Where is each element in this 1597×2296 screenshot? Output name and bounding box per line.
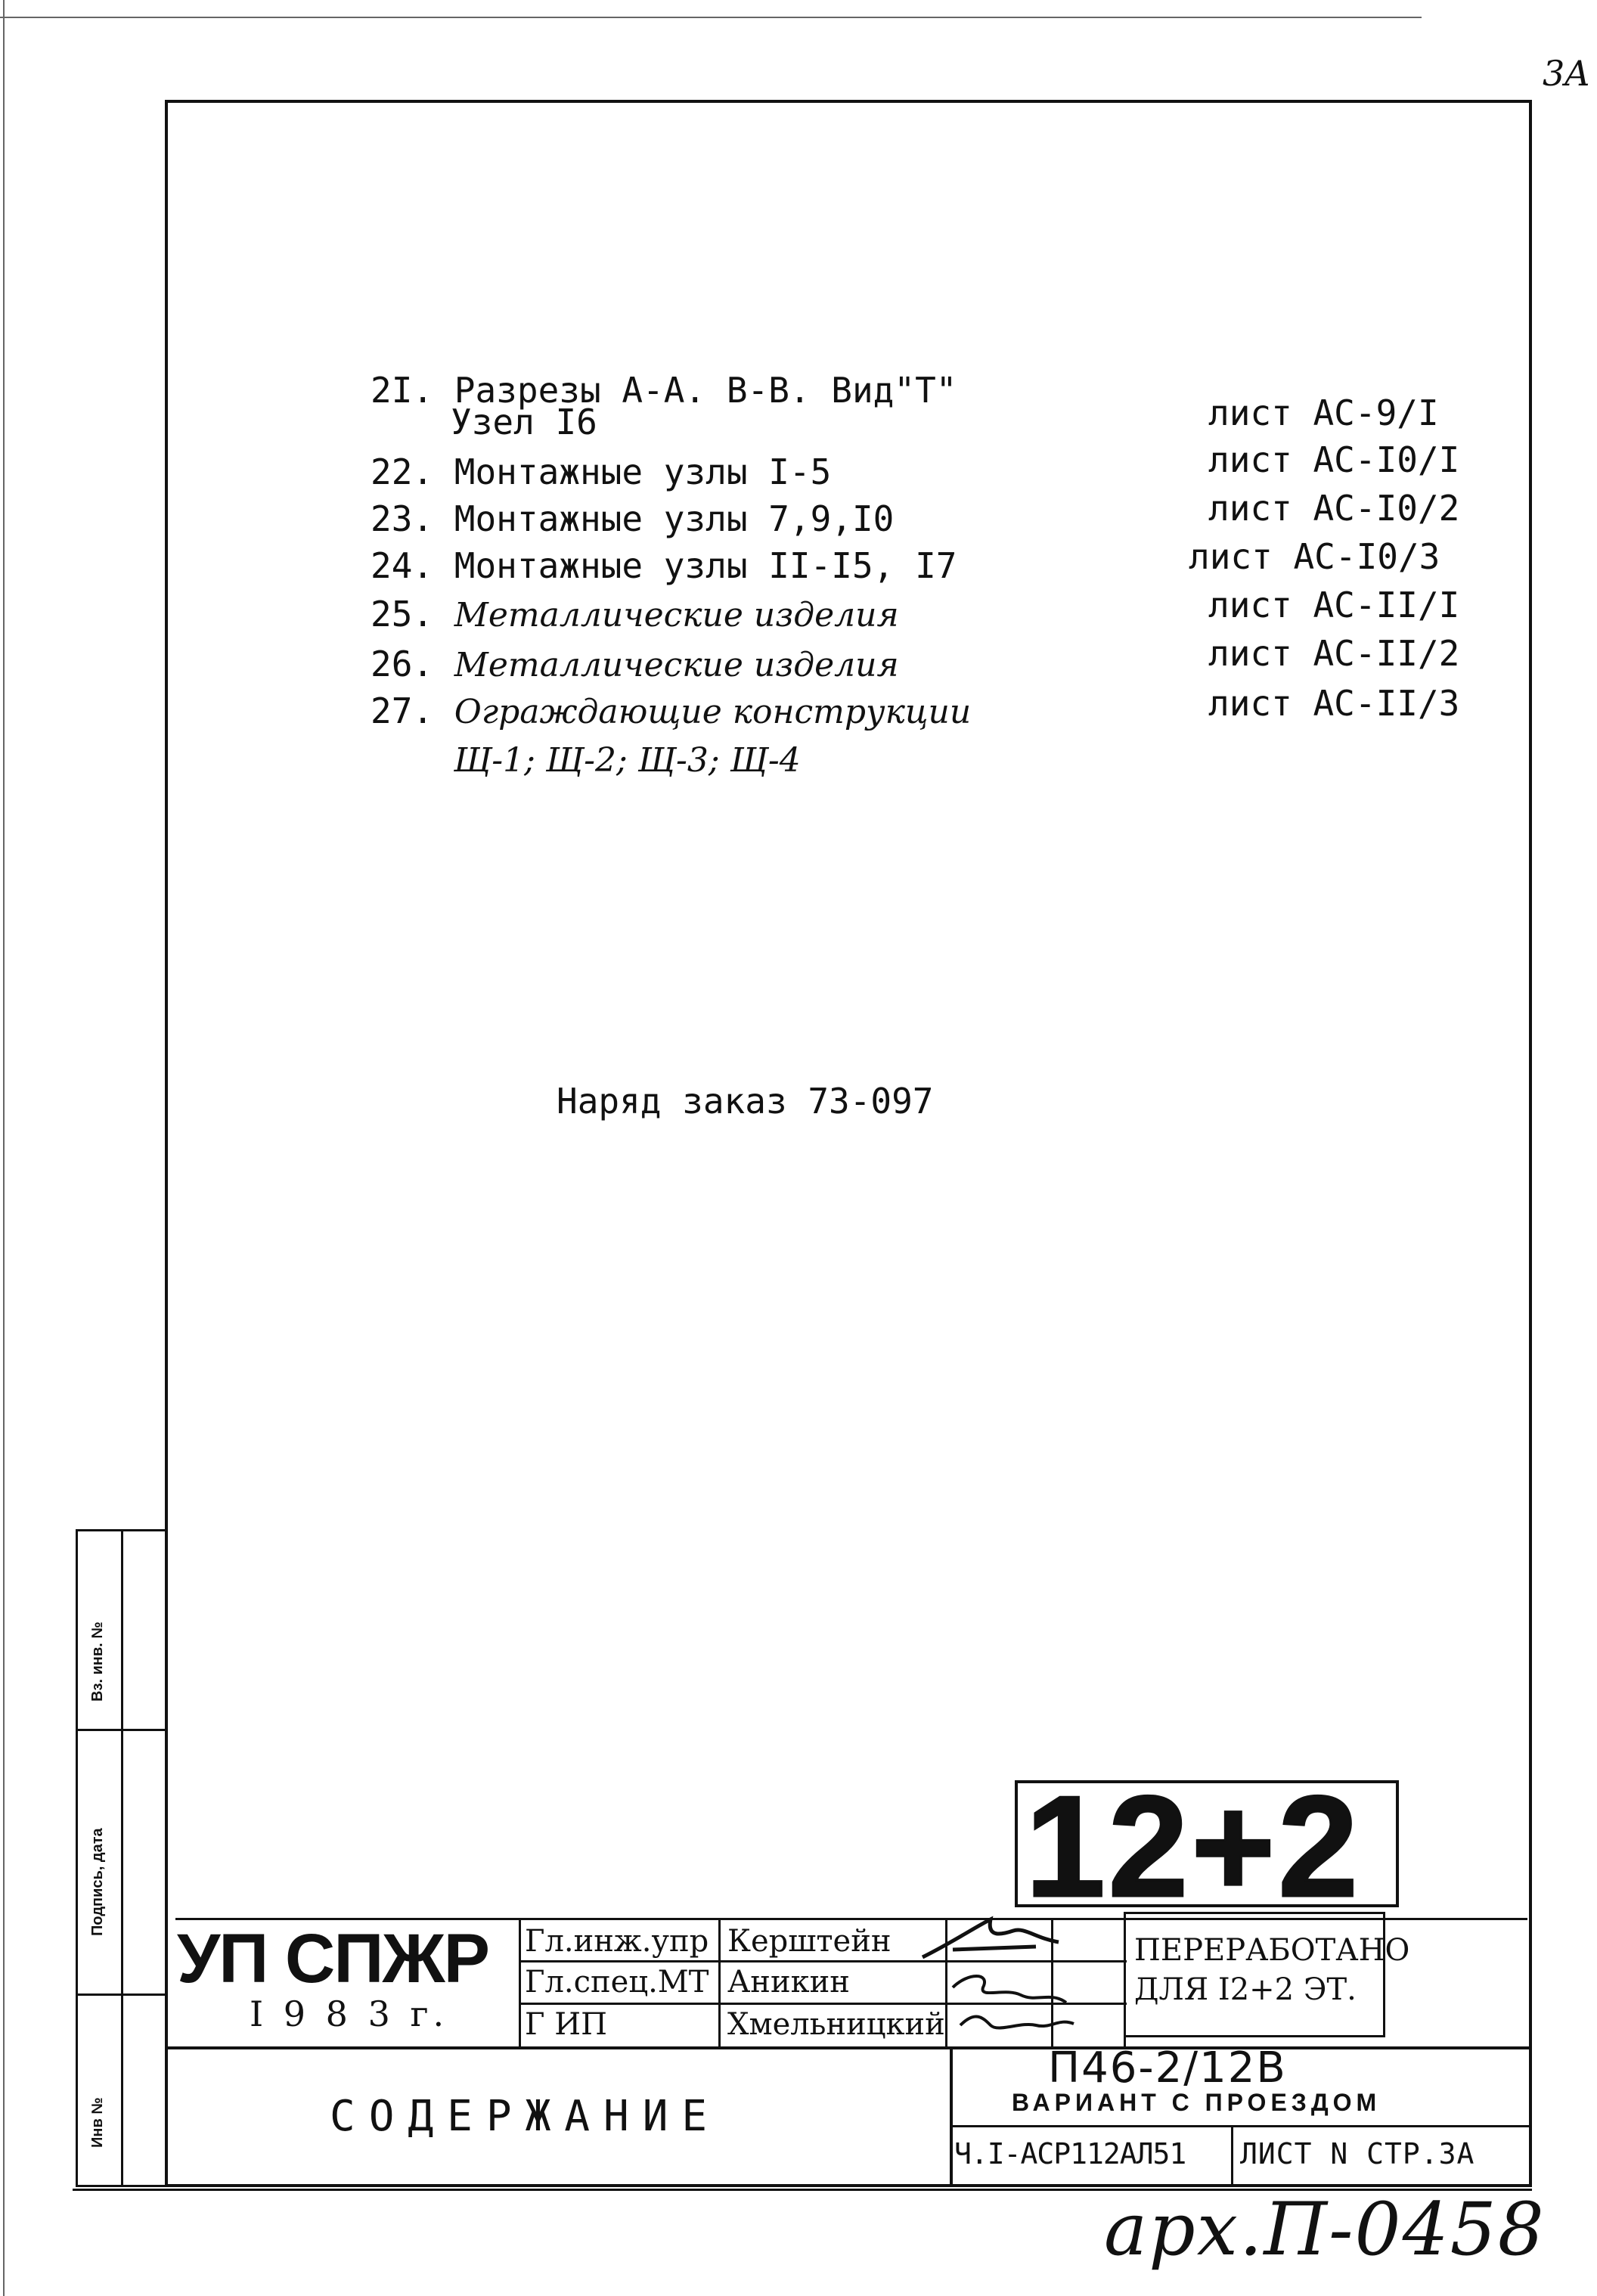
list-item-22	[371, 452, 831, 492]
item-title-continued: Узел I6	[451, 402, 597, 442]
archive-number: арх.П-0458	[1104, 2187, 1546, 2272]
role-chief-specialist: Гл.спец.МТ	[525, 1965, 709, 2000]
sheet-ref-24	[1189, 537, 1440, 576]
side-stamp-divider	[121, 1529, 123, 2187]
item-number: 27.	[371, 690, 434, 731]
item-number: 2I.	[371, 370, 434, 411]
outer-left-line	[3, 0, 5, 2296]
sheet-code: АС-I0/3	[1293, 536, 1440, 577]
signature-2	[953, 1976, 1066, 2003]
item-title: Монтажные узлы 7,9,I0	[454, 498, 895, 539]
list-item-25	[371, 594, 899, 635]
sheet-label: лист	[1208, 488, 1292, 529]
list-item-27-line2	[454, 741, 801, 780]
sheet-code: АС-II/3	[1313, 683, 1460, 724]
page-number: 3A	[1543, 53, 1590, 94]
role-chief-project-engineer: Г ИП	[525, 2007, 607, 2042]
stamp-logo-text: 12+2	[1025, 1780, 1361, 1907]
tb-roles-right	[718, 1918, 721, 2046]
side-stamp-row1	[76, 1729, 168, 1731]
sheet-code: АС-I0/2	[1313, 488, 1460, 529]
sheet-code: АС-II/I	[1313, 585, 1460, 625]
item-title: Разрезы А-А. В-В. Вид"Т"	[454, 370, 957, 411]
sheet-label: лист	[1189, 536, 1273, 577]
sheet-ref-22	[1208, 440, 1459, 479]
stamp-12-plus-2	[1015, 1780, 1399, 1907]
item-title: Монтажные узлы I-5	[454, 451, 832, 492]
reworked-line-1: ПЕРЕРАБОТАНО	[1134, 1933, 1410, 1968]
tb-mid-line	[168, 2046, 1529, 2049]
signatures	[907, 1897, 1104, 2048]
item-title: Монтажные узлы II-I5, I7	[454, 545, 957, 586]
side-stamp-row2	[76, 1993, 168, 1996]
sheet-ref-27	[1208, 684, 1459, 723]
sheet-code: АС-II/2	[1313, 633, 1460, 674]
sheet-ref-23	[1208, 489, 1459, 528]
item-number: 24.	[371, 545, 434, 586]
item-title: Металлические изделия	[454, 596, 899, 635]
sheet-label: лист	[1208, 585, 1292, 625]
name-kershtein: Керштейн	[727, 1924, 892, 1959]
role-chief-engineer: Гл.инж.упр	[525, 1924, 709, 1959]
list-item-21-line2	[451, 402, 597, 442]
sheet-label: лист	[1208, 439, 1292, 480]
tb-sheet-divider	[1231, 2125, 1233, 2187]
sheet-ref-25	[1208, 585, 1459, 625]
signature-1	[923, 1919, 1059, 1957]
list-item-24	[371, 546, 957, 585]
sheet-code: АС-9/I	[1313, 392, 1439, 433]
reworked-line-2: ДЛЯ I2+2 ЭТ.	[1134, 1972, 1357, 2007]
side-label-sign-date: Подпись, дата	[89, 1828, 106, 1936]
sheet-ref-21	[1208, 393, 1439, 433]
item-title-continued: Щ-1; Щ-2; Щ-3; Щ-4	[454, 741, 801, 780]
tb-code-divider	[950, 2125, 1529, 2127]
org-year: I 9 8 3 г.	[250, 1993, 449, 2034]
signature-3	[960, 2016, 1074, 2028]
sheet-code: АС-I0/I	[1313, 439, 1460, 480]
part-code: Ч.I-АСР112АЛ51	[954, 2137, 1186, 2170]
org-name: УП СПЖР	[177, 1920, 488, 1997]
order-note: Наряд заказ 73-097	[557, 1081, 934, 1122]
item-number: 23.	[371, 498, 434, 539]
sheet-label: лист	[1208, 683, 1292, 724]
list-item-26	[371, 644, 899, 685]
item-number: 22.	[371, 451, 434, 492]
sheet-label: лист	[1208, 633, 1292, 674]
sheet-label: лист	[1208, 392, 1292, 433]
list-item-23	[371, 499, 894, 538]
item-number: 25.	[371, 594, 434, 635]
outer-top-line	[0, 17, 1422, 18]
tb-org-right	[519, 1918, 521, 2046]
name-anikin: Аникин	[727, 1965, 850, 2000]
item-title: Металлические изделия	[454, 646, 899, 684]
side-label-inv-replace: Вз. инв. №	[89, 1621, 106, 1702]
sheet-ref-26	[1208, 634, 1459, 673]
side-label-inv-orig: Инв №	[89, 2097, 106, 2148]
item-title: Ограждающие конструкции	[454, 693, 972, 731]
variant-label: ВАРИАНТ С ПРОЕЗДОМ	[1012, 2089, 1381, 2116]
sheet-reference: ЛИСТ N СТР.3А	[1240, 2137, 1475, 2170]
name-khmelnitsky: Хмельницкий	[727, 2007, 945, 2042]
document-title: СОДЕРЖАНИЕ	[330, 2092, 721, 2141]
tb-bottom-divider	[950, 2046, 953, 2187]
list-item-27	[371, 691, 971, 732]
project-code: П46-2/12В	[1048, 2043, 1287, 2093]
item-number: 26.	[371, 644, 434, 684]
